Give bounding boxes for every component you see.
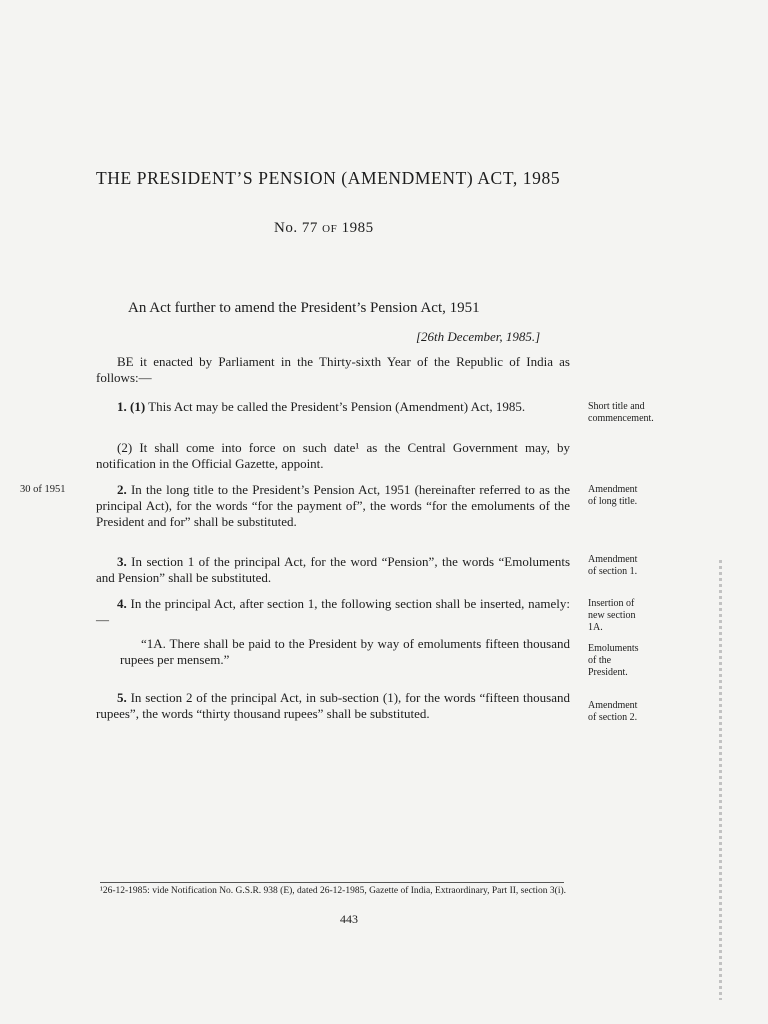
section-text: It shall come into force on such date¹ as the Central Government may, by notification in the Official Gazette, appoint.: [96, 440, 570, 471]
margin-note-section-1: Amendment of section 1.: [588, 554, 638, 577]
section-text: In section 1 of the principal Act, for the word “Pension”, the words “Emoluments and Pension” shall be substituted.: [96, 554, 570, 585]
section-number: 3.: [117, 554, 127, 569]
act-number: [274, 220, 374, 237]
footnote: ¹26-12-1985: vide Notification No. G.S.R. 938 (E), dated 26-12-1985, Gazette of India, Extraordinary, Part II, section 3(i).: [100, 886, 567, 896]
act-number-year: 1985: [337, 220, 374, 236]
long-title: An Act further to amend the President’s Pension Act, 1951: [128, 300, 480, 316]
margin-note-insertion-1a: Insertion of new section 1A.: [588, 598, 636, 633]
margin-note-section-2: Amendment of section 2.: [588, 700, 638, 723]
section-1-1: [96, 399, 570, 415]
footnote-rule: [100, 882, 564, 883]
section-number: 5.: [117, 690, 127, 705]
enacting-clause: BE it enacted by Parliament in the Thirty-sixth Year of the Republic of India as follows:—: [96, 354, 570, 385]
margin-note-emoluments: Emoluments of the President.: [588, 643, 639, 678]
section-number: (2): [117, 440, 133, 455]
scan-edge-artifact: [719, 560, 722, 1000]
section-number: 4.: [117, 596, 127, 611]
act-number-prefix: No. 77: [274, 220, 323, 236]
section-2: [96, 482, 570, 530]
margin-note-long-title: Amendment of long title.: [588, 484, 638, 507]
section-text: In the long title to the President’s Pension Act, 1951 (hereinafter referred to as the principal Act), for the words “for the payment of”, the words “for the emoluments of the President and for” shall be substituted.: [96, 482, 570, 529]
section-text: In section 2 of the principal Act, in sub-section (1), for the words “fifteen thousand rupees”, the words “thirty thousand rupees” shall be substituted.: [96, 690, 570, 721]
act-number-of: OF: [322, 223, 338, 235]
section-5: [96, 690, 570, 722]
page-number: 443: [340, 912, 358, 926]
section-text: In the principal Act, after section 1, the following section shall be inserted, namely:—: [96, 596, 570, 627]
section-1-2: [96, 440, 570, 472]
margin-note-short-title: Short title and commencement.: [588, 401, 654, 424]
inserted-section-1a: [120, 636, 570, 668]
act-title: THE PRESIDENT’S PENSION (AMENDMENT) ACT, 1985: [96, 168, 561, 188]
enactment-date: [26th December, 1985.]: [416, 329, 541, 344]
section-number: 2.: [117, 482, 127, 497]
section-4: [96, 596, 570, 628]
section-text: “1A. There shall be paid to the President by way of emoluments fifteen thousand rupees per mensem.”: [120, 636, 570, 667]
left-margin-reference: 30 of 1951: [20, 484, 66, 495]
section-number: 1. (1): [117, 399, 146, 414]
section-text: This Act may be called the President’s Pension (Amendment) Act, 1985.: [145, 399, 526, 414]
section-3: [96, 554, 570, 586]
